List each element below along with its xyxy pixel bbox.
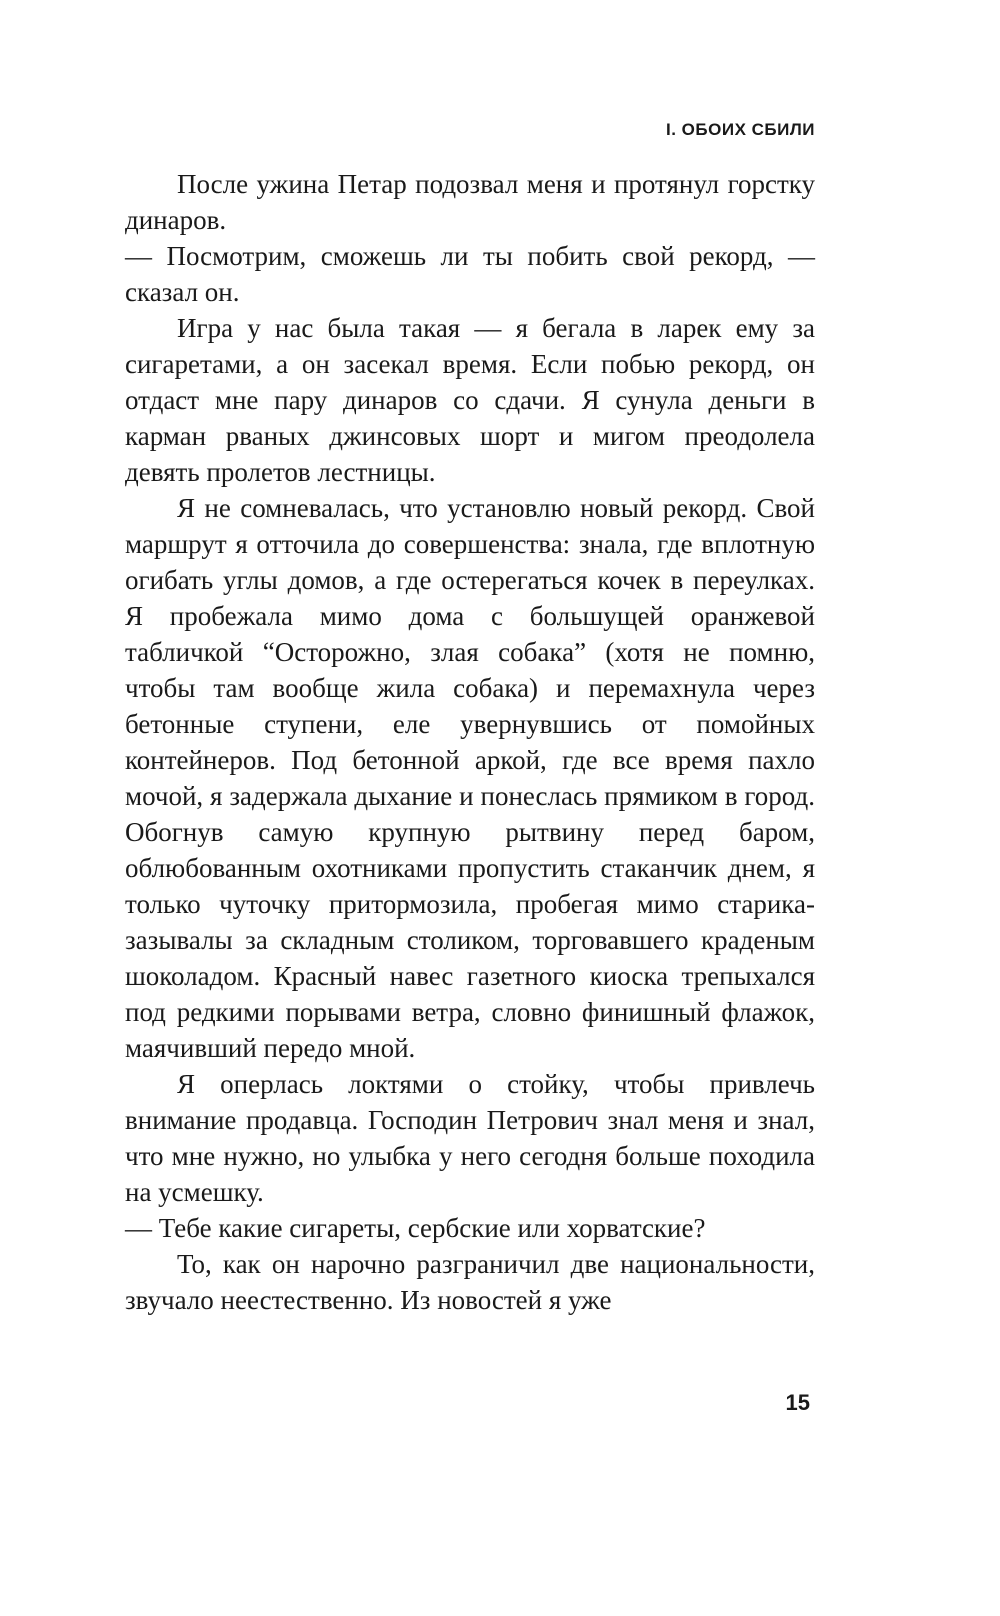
dialogue-line-2: — Тебе какие сигареты, сербские или хорватские? [125,1213,706,1243]
paragraph-3: Я не сомневалась, что установлю новый рекорд. Свой маршрут я отточила до совершенства: знала, где вплотную огибать углы домов, а где остерегаться кочек в переулках. Я пробежала мимо дома с большущей оранжевой табличкой “Осторожно, злая собака” (хотя не помню, чтобы там вообще жила собака) и перемахнула через бетонные ступени, еле увернувшись от помойных контейнеров. Под бетонной аркой, где все время пахло мочой, я задержала дыхание и понеслась прямиком в город. Обогнув самую крупную рытвину перед баром, облюбованным охотниками пропустить стаканчик днем, я только чуточку притормозила, пробегая мимо старика-зазывалы за складным столиком, торговавшего краденым шоколадом. Красный навес газетного киоска трепыхался под редкими порывами ветра, словно финишный флажок, маячивший передо мной. [125,493,815,1063]
body-text [125,166,815,1318]
paragraph-5: То, как он нарочно разграничил две национальности, звучало неестественно. Из новостей я уже [125,1249,815,1315]
paragraph-1: После ужина Петар подозвал меня и протянул горстку динаров. [125,169,815,235]
running-head: I. ОБОИХ СБИЛИ [666,120,815,139]
paragraph-4: Я оперлась локтями о стойку, чтобы привлечь внимание продавца. Господин Петрович знал меня и знал, что мне нужно, но улыбка у него сегодня больше походила на усмешку. [125,1069,815,1207]
paragraph-2: Игра у нас была такая — я бегала в ларек ему за сигаретами, а он засекал время. Если побью рекорд, он отдаст мне пару динаров со сдачи. Я сунула деньги в карман рваных джинсовых шорт и мигом преодолела девять пролетов лестницы. [125,313,815,487]
dialogue-line-1: — Посмотрим, сможешь ли ты побить свой рекорд, — сказал он. [125,241,815,307]
page-number: 15 [785,1390,810,1415]
